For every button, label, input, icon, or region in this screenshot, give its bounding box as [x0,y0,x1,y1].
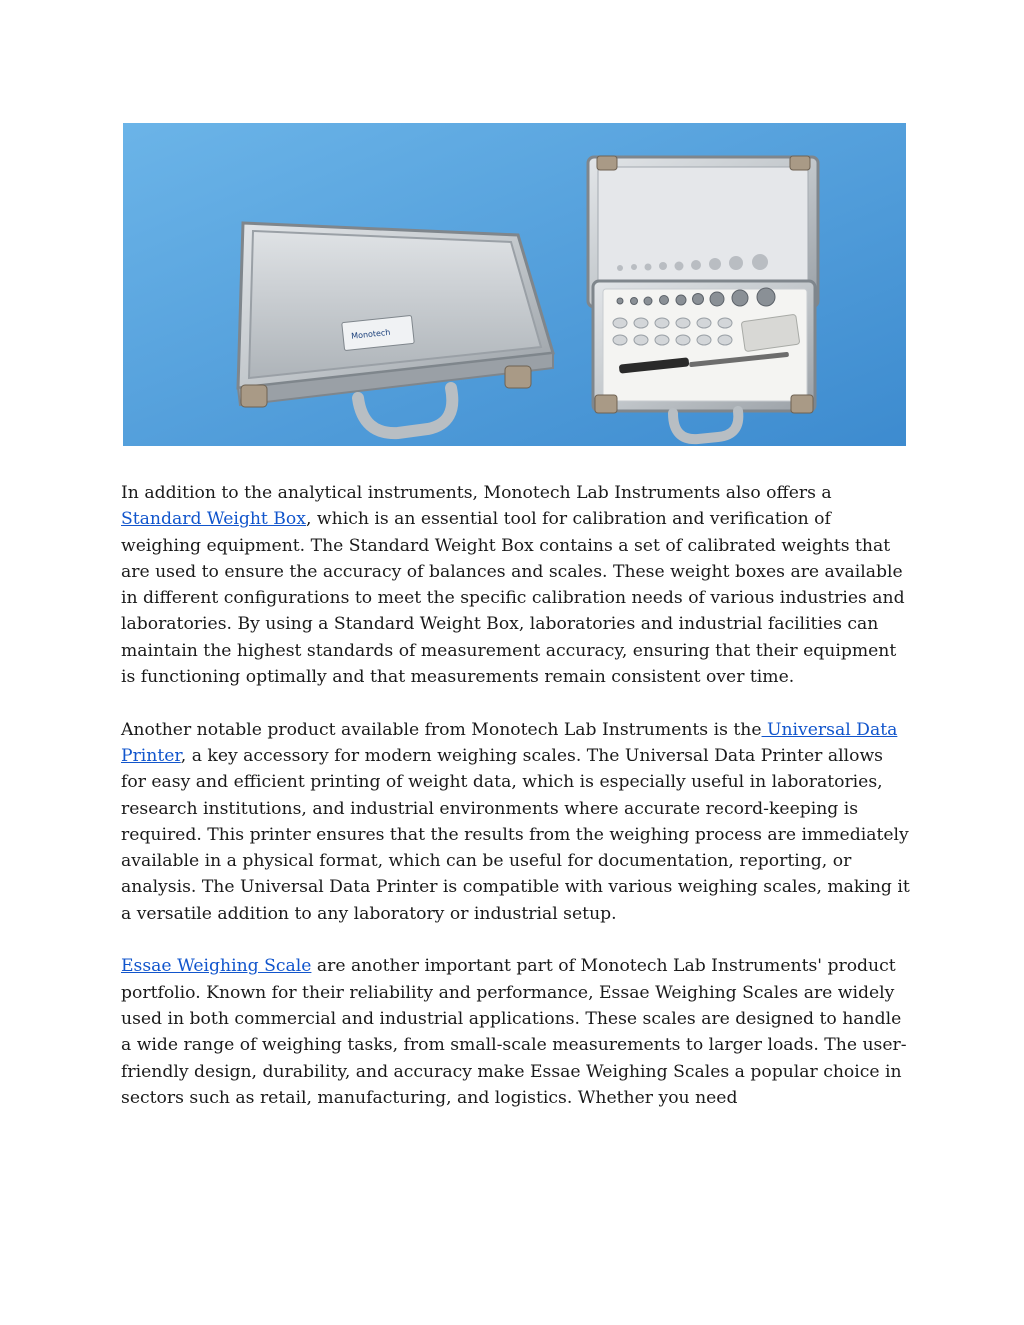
product-photo [123,123,906,446]
case-label-text: Monotech [350,327,391,341]
paragraph-text: , a key accessory for modern weighing scales. The Universal Data Printer allows for easy and efficient printing of weight data, which is especially useful in laboratories, research institutions, and industrial environments where accurate record-keeping is required. This printer ensures that the results from the weighing process are immediately available in a physical format, which can be useful for documentation, reporting, or analysis. The Universal Data Printer is compatible with various weighing scales, making it a versatile addition to any laboratory or industrial setup. [121,745,910,924]
case-latch-left [241,385,267,407]
paragraph-text: In addition to the analytical instruments, Monotech Lab Instruments also offers a [121,483,832,503]
article-body [121,480,911,1137]
case-latch-right [505,366,531,388]
universal-data-printer-link[interactable]: Universal Data Printer [121,719,898,766]
paragraph-essae-weighing-scale [121,953,911,1111]
standard-weight-box-link[interactable]: Standard Weight Box [121,509,306,530]
open-case [588,156,818,439]
paragraph-text: , which is an essential tool for calibration and verification of weighing equipment. The Standard Weight Box contains a set of calibrated weights that are used to ensure the accuracy of balances and scales. These weight boxes are available in different configurations to meet the specific calibration needs of various industries and laboratories. By using a Standard Weight Box, laboratories and industrial facilities can maintain the highest standards of measurement accuracy, ensuring that their equipment is functioning optimally and that measurements remain consistent over time. [121,509,905,688]
paragraph-text: are another important part of Monotech Lab Instruments' product portfolio. Known for their reliability and performance, Essae Weighing Scales are widely used in both commercial and industrial applications. These scales are designed to handle a wide range of weighing tasks, from small-scale measurements to larger loads. The user-friendly design, durability, and accuracy make Essae Weighing Scales a popular choice in sectors such as retail, manufacturing, and logistics. Whether you need [121,956,907,1108]
paragraph-universal-data-printer [121,717,911,927]
essae-weighing-scale-link[interactable]: Essae Weighing Scale [121,956,312,977]
paragraph-standard-weight-box [121,480,911,690]
paragraph-text: Another notable product available from Monotech Lab Instruments is the [121,719,762,740]
weight-box-illustration [123,123,906,446]
